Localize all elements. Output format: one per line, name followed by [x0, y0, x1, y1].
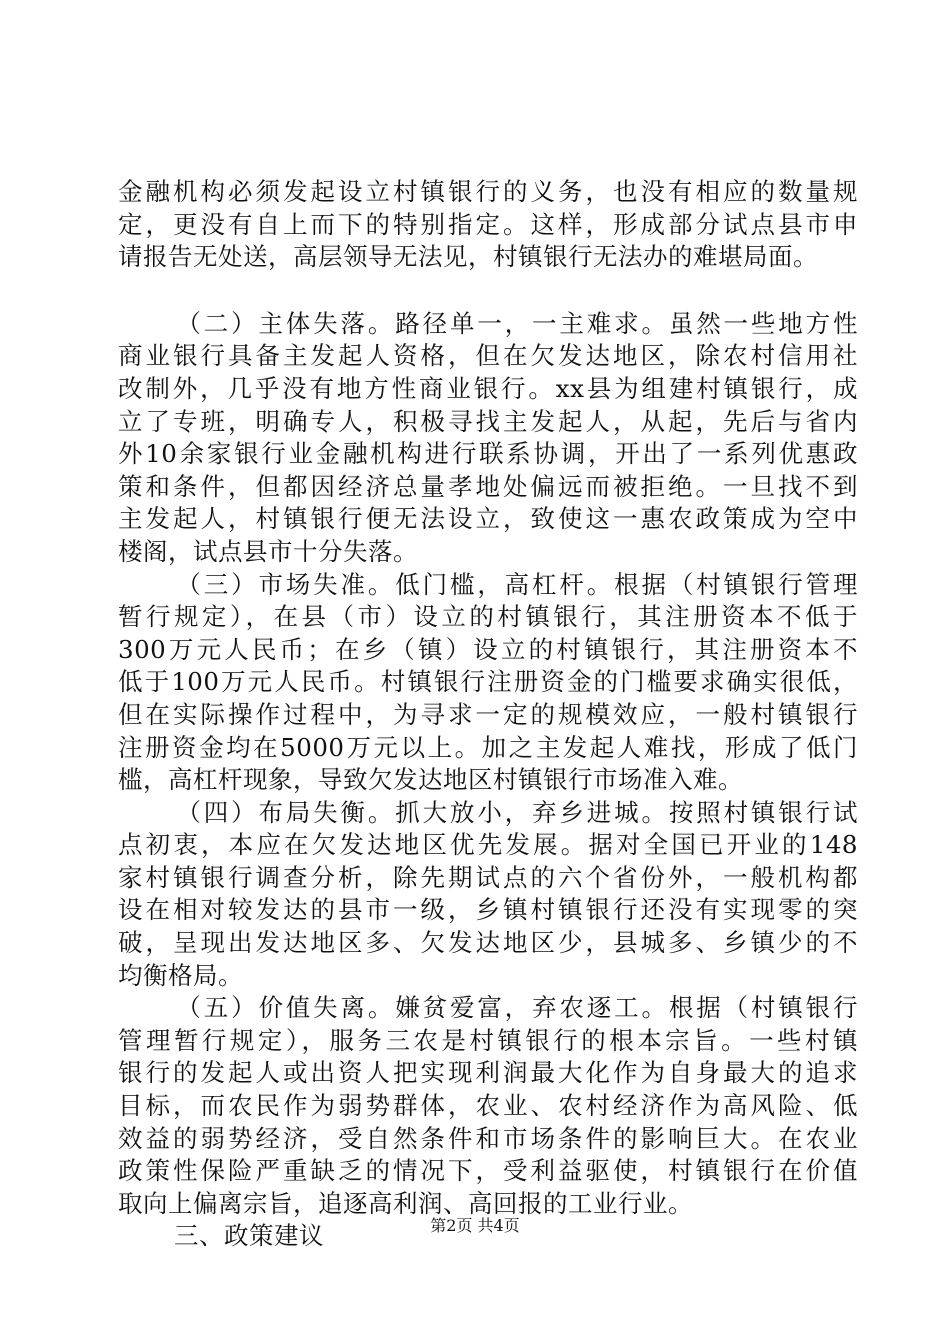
text-line: 银行的发起人或出资人把实现利润最大化作为自身最大的追求: [118, 1058, 858, 1088]
text-line: 商业银行具备主发起人资格，但在欠发达地区，除农村信用社: [118, 341, 858, 371]
text-line: （二）主体失落。路径单一，一主难求。虽然一些地方性: [174, 308, 858, 338]
text-line: 定，更没有自上而下的特别指定。这样，形成部分试点县市申: [118, 209, 858, 239]
text-line: 但在实际操作过程中，为寻求一定的规模效应，一般村镇银行: [118, 699, 858, 729]
body-text: [118, 176, 858, 1253]
text-line: 外10余家银行业金融机构进行联系协调，开出了一系列优惠政: [118, 439, 858, 469]
text-line: 设在相对较发达的县市一级，乡镇村镇银行还没有实现零的突: [118, 895, 858, 925]
page-number-label: 第2页 共4页: [430, 1216, 520, 1235]
text-line: 暂行规定），在县（市）设立的村镇银行，其注册资本不低于: [118, 602, 858, 632]
text-line: 均衡格局。: [118, 960, 243, 990]
text-line: 低于100万元人民币。村镇银行注册资金的门槛要求确实很低，: [118, 667, 858, 697]
text-line: 注册资金均在5000万元以上。加之主发起人难找，形成了低门: [118, 732, 858, 762]
text-line: 管理暂行规定），服务三农是村镇银行的根本宗旨。一些村镇: [118, 1025, 858, 1055]
text-line: 300万元人民币；在乡（镇）设立的村镇银行，其注册资本不: [118, 634, 858, 664]
text-line: 金融机构必须发起设立村镇银行的义务，也没有相应的数量规: [118, 177, 858, 206]
page-footer: [0, 1216, 950, 1236]
text-line: 政策性保险严重缺乏的情况下，受利益驱使，村镇银行在价值: [118, 1156, 858, 1186]
text-line: （五）价值失离。嫌贫爱富，弃农逐工。根据（村镇银行: [174, 993, 858, 1023]
text-line: 取向上偏离宗旨，追逐高利润、高回报的工业行业。: [118, 1188, 693, 1218]
text-line: （三）市场失准。低门槛，高杠杆。根据（村镇银行管理: [174, 569, 858, 599]
text-line: 改制外，几乎没有地方性商业银行。xx县为组建村镇银行，成: [118, 373, 858, 403]
text-line: 槛，高杠杆现象，导致欠发达地区村镇银行市场准入难。: [118, 765, 743, 795]
section-heading: 三、政策建议: [174, 1221, 324, 1251]
text-line: 策和条件，但都因经济总量孝地处偏远而被拒绝。一旦找不到: [118, 471, 858, 501]
text-line: 立了专班，明确专人，积极寻找主发起人，从起，先后与省内: [118, 406, 858, 436]
text-line: 请报告无处送，高层领导无法见，村镇银行无法办的难堪局面。: [118, 242, 818, 272]
text-line: 主发起人，村镇银行便无法设立，致使这一惠农政策成为空中: [118, 504, 858, 534]
text-line: 破，呈现出发达地区多、欠发达地区少，县城多、乡镇少的不: [118, 928, 858, 958]
text-line: 家村镇银行调查分析，除先期试点的六个省份外，一般机构都: [118, 862, 858, 892]
text-line: 点初衷，本应在欠发达地区优先发展。据对全国已开业的148: [118, 830, 858, 860]
text-line: （四）布局失衡。抓大放小，弃乡进城。按照村镇银行试: [174, 797, 858, 827]
paragraph-gap: [118, 274, 858, 308]
text-line: 目标，而农民作为弱势群体，农业、农村经济作为高风险、低: [118, 1091, 858, 1121]
text-line: 效益的弱势经济，受自然条件和市场条件的影响巨大。在农业: [118, 1123, 858, 1153]
text-line: 楼阁，试点县市十分失落。: [118, 536, 418, 566]
